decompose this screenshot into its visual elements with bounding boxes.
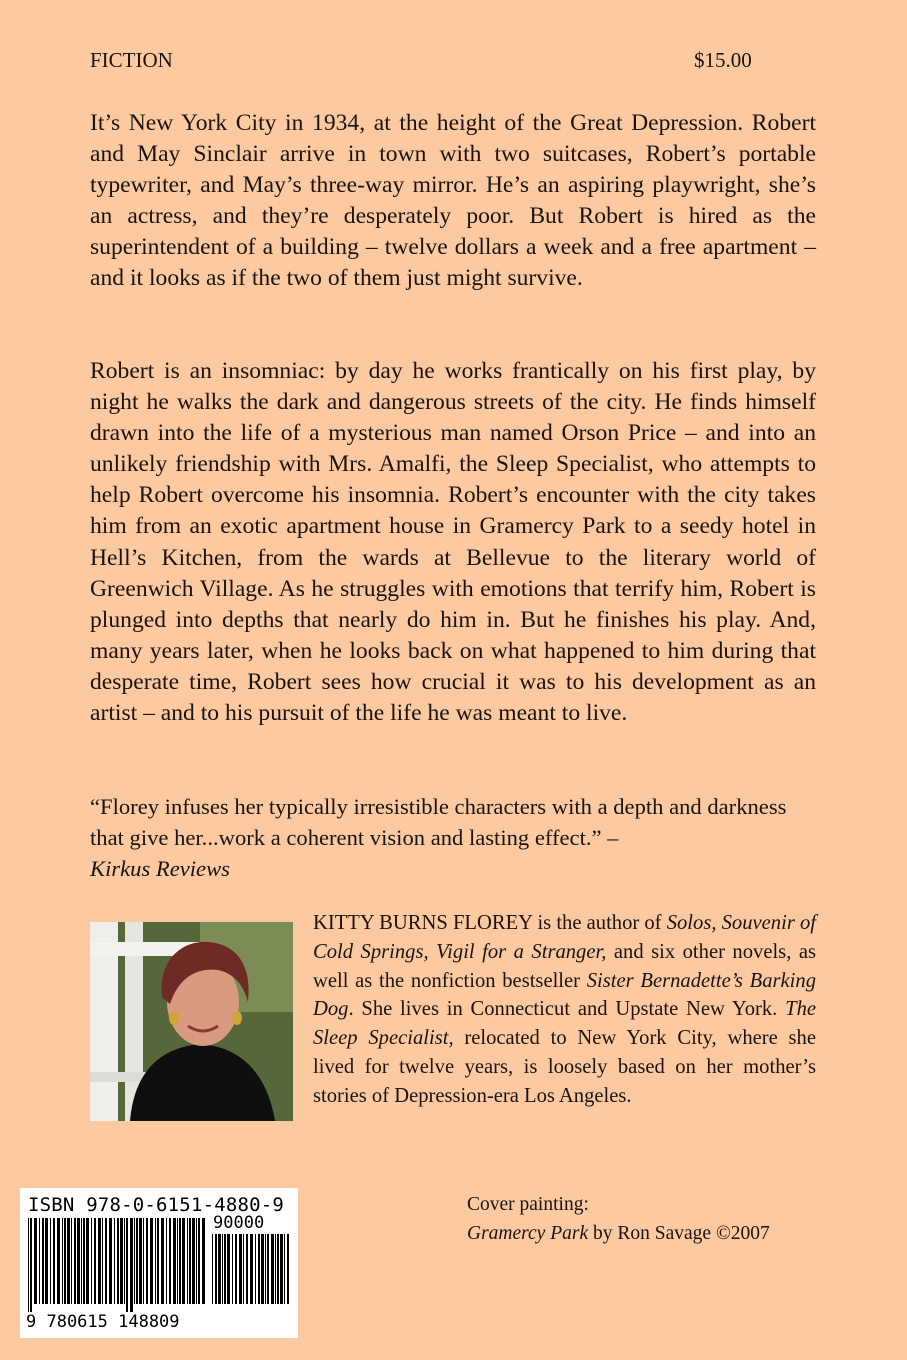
- review-quote: [90, 791, 790, 884]
- barcode-bar: [30, 1218, 32, 1312]
- barcode-bar: [126, 1218, 128, 1312]
- review-source: Kirkus Reviews: [90, 856, 230, 881]
- description-paragraph-2: Robert is an insomniac: by day he works frantically on his first play, by night he walks the dark and dangerous streets of the city. He finds himself drawn into the life of a mysterious man named Orson Price – and into an unlikely friendship with Mrs. Amalfi, the Sleep Specialist, who attempts to help Robert overcome his insomnia. Robert’s encounter with the city takes him from an exotic apartment house in Gramercy Park to a seedy hotel in Hell’s Kitchen, from the wards at Bellevue to the literary world of Greenwich Village. As he struggles with emotions that terrify him, Robert is plunged into depths that nearly do him in. But he finishes his play. And, many years later, when he looks back on what happened to him during that desperate time, Robert sees how crucial it was to his development as an artist – and to his pursuit of the life he was meant to live.: [90, 358, 816, 727]
- barcode-bar: [39, 1218, 40, 1304]
- barcode-bar: [143, 1218, 144, 1304]
- barcode-bar: [239, 1234, 242, 1304]
- barcode-bar: [192, 1218, 195, 1304]
- barcode-bar: [187, 1218, 188, 1304]
- author-bio-titles-2: Sister Bernadette’s Barking Dog: [313, 969, 816, 1021]
- barcode-bar: [120, 1218, 123, 1304]
- barcode-bar: [81, 1218, 82, 1304]
- author-bio-titles-3: The Sleep Specialist,: [313, 998, 816, 1050]
- barcode-bar: [287, 1234, 289, 1304]
- barcode-bar: [222, 1234, 223, 1304]
- description-paragraph-1: It’s New York City in 1934, at the height of the Great Depression. Robert and May Sinclair arrive in town with two suitcases, Robert’s portable typewriter, and May’s three-way mirror. He’s an aspiring playwright, she’s an actress, and they’re desperately poor. But Robert is hired as the superintendent of a building – twelve dollars a week and a free apartment – and it looks as if the two of them just might survive.: [90, 110, 816, 292]
- barcode-bar: [134, 1218, 135, 1304]
- barcode-bar: [94, 1218, 96, 1304]
- barcode-bar: [150, 1218, 153, 1304]
- barcode-bar: [218, 1234, 221, 1304]
- barcode-bar: [224, 1234, 226, 1304]
- barcode-bar: [34, 1218, 37, 1304]
- barcode-bar: [198, 1218, 200, 1304]
- barcode-bar: [161, 1218, 164, 1304]
- barcode-bar: [166, 1218, 167, 1304]
- barcode-bar: [139, 1218, 142, 1304]
- barcode-bar: [215, 1234, 217, 1304]
- barcode-bar: [64, 1218, 66, 1304]
- barcode-bar: [235, 1234, 237, 1304]
- barcode-bar: [189, 1218, 191, 1304]
- barcode-bar: [284, 1234, 285, 1304]
- category-label: FICTION: [90, 48, 173, 72]
- barcode-bar: [169, 1218, 171, 1304]
- barcode-bar: [261, 1234, 264, 1304]
- barcode-bar: [86, 1218, 89, 1304]
- barcode-bar: [196, 1218, 197, 1304]
- barcode-bar: [246, 1234, 248, 1304]
- barcode-bar: [202, 1218, 205, 1304]
- price-label: $15.00: [694, 48, 752, 72]
- barcode-bar: [258, 1234, 260, 1304]
- author-bio-text-1: KITTY BURNS FLOREY is the author of: [313, 912, 667, 934]
- barcode-bar: [42, 1218, 44, 1304]
- barcode-bar: [177, 1218, 178, 1304]
- barcode-bar: [62, 1218, 63, 1304]
- author-bio: [313, 909, 816, 1111]
- barcode-bar: [28, 1218, 29, 1312]
- barcode-bar: [155, 1218, 156, 1304]
- barcode-bar: [50, 1218, 51, 1304]
- barcode-bar: [45, 1218, 48, 1304]
- barcode-bar: [173, 1218, 176, 1304]
- author-photo: [90, 922, 293, 1121]
- barcode-bar: [182, 1218, 185, 1304]
- barcode-bar: [232, 1234, 233, 1304]
- barcode-bar: [102, 1218, 103, 1304]
- price-code: 90000: [213, 1213, 265, 1233]
- barcode-bar: [136, 1218, 138, 1304]
- barcode-bar: [267, 1234, 269, 1304]
- barcode-bar: [109, 1218, 112, 1304]
- author-bio-text-2: and six other novels, as well as the nonfiction bestseller: [313, 940, 816, 992]
- addon-bars: [212, 1234, 292, 1312]
- barcode-bar: [74, 1218, 76, 1304]
- barcode-bar: [77, 1218, 80, 1304]
- barcode-bar: [280, 1234, 283, 1304]
- barcode-bar: [117, 1218, 119, 1304]
- barcode-bar: [179, 1218, 181, 1304]
- barcode-bar: [255, 1234, 256, 1304]
- cover-credit-label: Cover painting:: [467, 1194, 589, 1215]
- barcode-bar: [243, 1234, 244, 1304]
- barcode-bar: [83, 1218, 85, 1304]
- isbn-barcode: [20, 1188, 298, 1338]
- barcode-bar: [212, 1234, 213, 1304]
- barcode-bar: [227, 1234, 230, 1304]
- barcode-bar: [57, 1218, 60, 1304]
- barcode-bar: [124, 1218, 125, 1304]
- author-bio-text-4: relocated to New York City, where she lived for twelve years, is loosely based on her mother’s stories of Depression-era Los Angeles.: [313, 1027, 816, 1107]
- barcode-bar: [146, 1218, 148, 1304]
- barcode-bar: [67, 1218, 70, 1304]
- author-bio-text-3: . She lives in Connecticut and Upstate New York.: [348, 998, 786, 1021]
- author-bio-titles-1: Solos, Souvenir of Cold Springs, Vigil for a Stranger,: [313, 912, 816, 963]
- cover-credit: [467, 1190, 770, 1248]
- barcode-bar: [71, 1218, 72, 1304]
- painting-byline: by Ron Savage ©2007: [588, 1223, 770, 1244]
- barcode-bar: [53, 1218, 55, 1304]
- barcode-bar: [91, 1218, 92, 1304]
- barcode-bar: [157, 1218, 159, 1304]
- painting-title: Gramercy Park: [467, 1223, 589, 1244]
- barcode-bar: [265, 1234, 266, 1304]
- barcode-bar: [275, 1234, 276, 1304]
- barcode-bar: [98, 1218, 101, 1304]
- barcode-bar: [130, 1218, 133, 1312]
- barcode-bar: [250, 1234, 253, 1304]
- barcode-bar: [277, 1234, 279, 1304]
- ean-bars: [28, 1218, 208, 1312]
- barcode-bar: [105, 1218, 107, 1304]
- isbn-number: ISBN 978-0-6151-4880-9: [28, 1194, 285, 1216]
- review-text: “Florey infuses her typically irresistible characters with a depth and darkness that give her...work a coherent vision and lasting effect.” –: [90, 794, 787, 850]
- ean-digits: 9 780615 148809: [26, 1312, 180, 1332]
- barcode-bar: [114, 1218, 115, 1304]
- barcode-bar: [271, 1234, 274, 1304]
